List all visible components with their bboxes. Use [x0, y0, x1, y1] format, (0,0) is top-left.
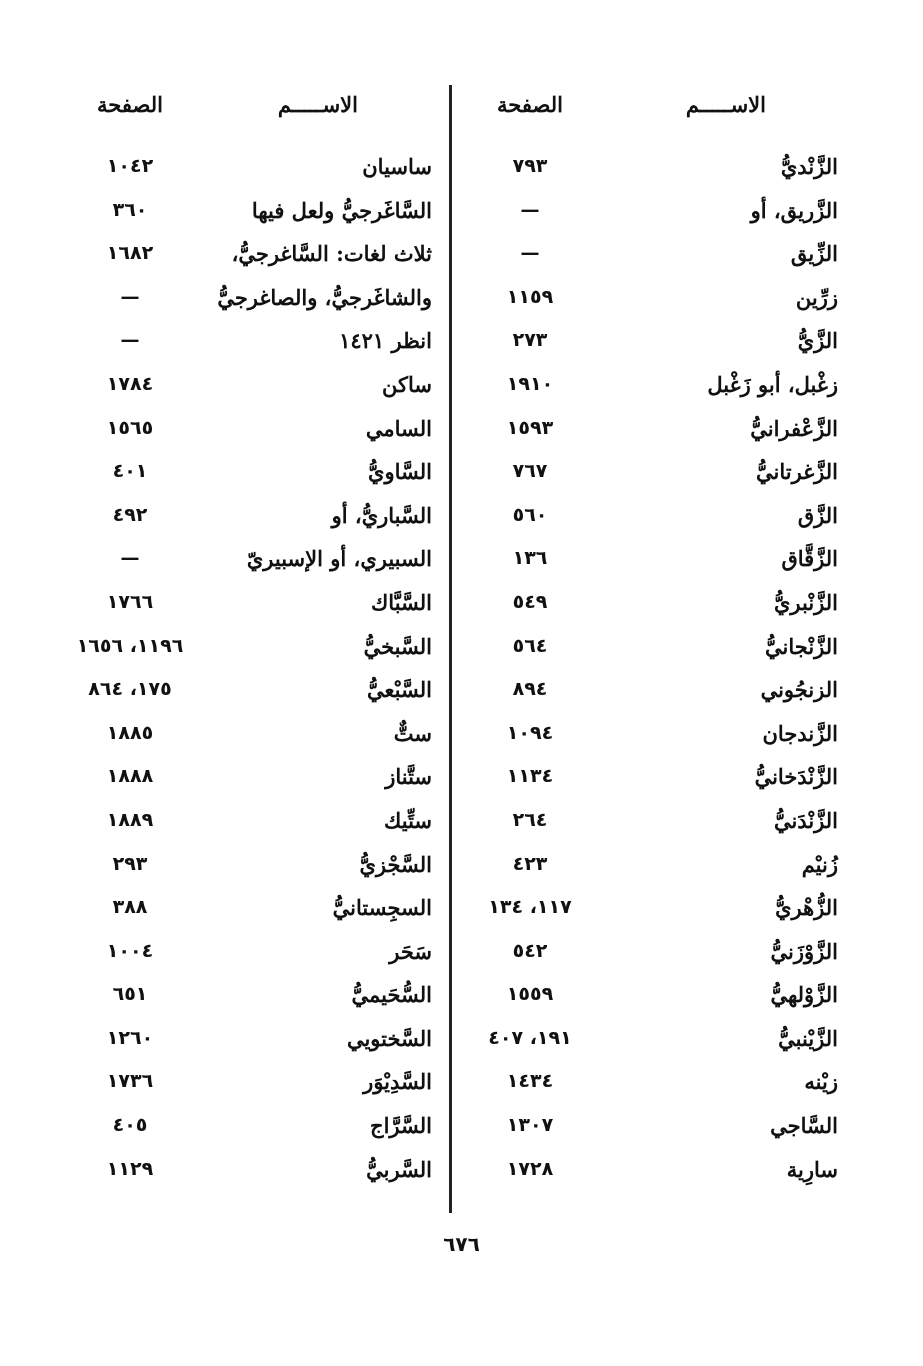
- index-entry: [70, 1017, 442, 1061]
- entry-name: السَّاغَرجيُّ ولعل فيها: [251, 197, 432, 223]
- entry-page: ٤٩٢: [112, 503, 148, 526]
- entry-page: ١٥٩٣: [506, 416, 554, 439]
- entry-page: —: [520, 242, 540, 265]
- column-divider: [449, 85, 452, 1213]
- index-entry: [470, 799, 850, 843]
- entry-name: السَّبَّاك: [370, 589, 432, 615]
- entry-page: ٥٦٠: [512, 503, 548, 526]
- entry-page: ٣٦٠: [112, 198, 148, 221]
- entry-page: ١٦٨٢: [106, 242, 154, 265]
- entry-name: زرِّين: [795, 284, 838, 310]
- index-entry: [470, 668, 850, 712]
- index-entry: [70, 450, 442, 494]
- entry-page: ٢٧٣: [512, 329, 548, 352]
- entry-page: ١٥٥٩: [506, 983, 554, 1006]
- index-entry: [70, 232, 442, 276]
- entry-name: ستِّيك: [384, 807, 432, 833]
- entry-name: الزَّقَّاق: [781, 546, 838, 572]
- entry-page: ٤٢٣: [512, 852, 548, 875]
- entry-name: السَّبْعيُّ: [367, 677, 432, 703]
- index-entry: [470, 363, 850, 407]
- entry-name: السَّجْزيُّ: [359, 851, 432, 877]
- entry-page: ١٧٢٨: [506, 1157, 554, 1180]
- index-entry: [70, 363, 442, 407]
- index-entry: [470, 145, 850, 189]
- index-entry: [70, 712, 442, 756]
- entry-page: ٥٦٤: [512, 634, 548, 657]
- name-header: الاســـــم: [277, 92, 358, 117]
- entry-page: ١٨٨٩: [106, 808, 154, 831]
- index-entry: [70, 973, 442, 1017]
- index-entry: [70, 494, 442, 538]
- entry-page: ١١٢٩: [106, 1157, 154, 1180]
- entry-page: ١٩١، ٤٠٧: [488, 1026, 572, 1049]
- entry-name: الزِّيق: [790, 241, 838, 267]
- entry-name: زغْبل، أبو زَغْبل: [707, 371, 838, 397]
- entry-name: الزَّريق، أو: [750, 197, 838, 223]
- entry-name: السَّباريُّ، أو: [331, 502, 432, 528]
- index-entry: [70, 145, 442, 189]
- right-column-header: [470, 80, 850, 145]
- entry-page: ٢٩٣: [112, 852, 148, 875]
- entry-name: الزَّق: [797, 502, 838, 528]
- right-column: [470, 80, 850, 1191]
- page-header: الصفحة: [497, 92, 563, 117]
- entry-name: السَّرَّاج: [370, 1113, 432, 1139]
- index-entry: [70, 537, 442, 581]
- page-number: ٦٧٦: [443, 1232, 480, 1256]
- index-entry: [70, 1148, 442, 1192]
- entry-name: الزَّغرتانيُّ: [756, 459, 838, 485]
- entry-page: ٨٩٤: [512, 678, 548, 701]
- entry-page: ٧٩٣: [512, 155, 548, 177]
- entry-name: والشاغَرجيُّ، والصاغرجيُّ: [217, 284, 432, 310]
- entry-name: الزَّنْدَنيُّ: [773, 807, 838, 833]
- entry-name: السَّبخيُّ: [363, 633, 432, 659]
- index-entry: [470, 886, 850, 930]
- index-entry: [470, 494, 850, 538]
- index-entry: [470, 407, 850, 451]
- entry-page: —: [120, 547, 140, 570]
- entry-page: ١٠٩٤: [506, 721, 554, 744]
- index-entry: [470, 930, 850, 974]
- index-entry: [470, 537, 850, 581]
- left-column: [70, 80, 442, 1191]
- entry-page: ١٤٣٤: [506, 1070, 554, 1093]
- entry-page: ١١٧، ١٣٤: [488, 896, 572, 919]
- entry-name: السَّختويي: [346, 1025, 432, 1051]
- entry-name: الزَّيْنبيُّ: [778, 1025, 838, 1051]
- entry-page: ١٧٥، ٨٦٤: [88, 678, 172, 701]
- index-entry: [470, 319, 850, 363]
- entry-name: السجِستانيُّ: [332, 895, 432, 921]
- index-entry: [470, 1017, 850, 1061]
- name-header: الاســـــم: [685, 92, 766, 117]
- index-entry: [470, 581, 850, 625]
- entry-name: ثلاث لغات: السَّاغرجيُّ،: [231, 241, 432, 267]
- entry-name: السَّربيُّ: [366, 1156, 432, 1182]
- entry-name: انظر ١٤٢١: [339, 328, 432, 354]
- entry-page: ١٨٨٥: [106, 721, 154, 744]
- entry-name: ساسيان: [362, 154, 432, 179]
- entry-page: ١٢٦٠: [106, 1026, 154, 1049]
- index-entry: [70, 581, 442, 625]
- index-entry: [70, 407, 442, 451]
- entry-page: ١٨٨٨: [106, 765, 154, 788]
- index-entry: [470, 276, 850, 320]
- entry-page: ١٧٨٤: [106, 372, 154, 395]
- entry-page: ١٩١٠: [506, 372, 554, 395]
- entry-name: الزُّهْريُّ: [775, 895, 838, 921]
- entry-page: ٥٤٩: [512, 590, 548, 613]
- entry-page: ٥٤٢: [512, 939, 548, 962]
- entry-name: الزَّيُّ: [797, 328, 838, 354]
- index-entry: [70, 625, 442, 669]
- index-entry: [470, 1060, 850, 1104]
- index-entry: [70, 276, 442, 320]
- index-entry: [470, 232, 850, 276]
- entry-name: زيْنه: [804, 1069, 838, 1095]
- entry-page: ٦٥١: [112, 983, 148, 1006]
- index-entry: [470, 625, 850, 669]
- entry-name: الزَّوْزَنيُّ: [770, 938, 838, 964]
- entry-page: ٧٦٧: [512, 460, 548, 483]
- entry-page: ١١٩٦، ١٦٥٦: [76, 634, 184, 657]
- entry-page: ١٠٤٢: [106, 155, 154, 177]
- entry-page: ١٧٦٦: [106, 590, 154, 613]
- entry-name: السَّاجي: [770, 1113, 838, 1139]
- index-entry: [70, 189, 442, 233]
- entry-name: الزَّعْفرانيُّ: [750, 415, 838, 441]
- entry-name: الزنجُوني: [760, 677, 838, 703]
- entry-page: ١١٣٤: [506, 765, 554, 788]
- entry-name: السَّدِيْوَر: [363, 1069, 432, 1095]
- index-entry: [70, 930, 442, 974]
- entry-name: ساكن: [382, 371, 432, 397]
- index-entry: [70, 1104, 442, 1148]
- index-entry: [70, 755, 442, 799]
- entry-page: —: [120, 285, 140, 308]
- entry-page: ٤٠٥: [112, 1114, 148, 1137]
- index-entry: [70, 1060, 442, 1104]
- entry-page: ١٧٣٦: [106, 1070, 154, 1093]
- entry-name: الزَّنْجانيُّ: [765, 633, 838, 659]
- index-entry: [70, 319, 442, 363]
- entry-page: —: [120, 329, 140, 352]
- entry-name: الزَّنْديُّ: [780, 154, 838, 179]
- index-entry: [470, 1148, 850, 1192]
- entry-page: ٣٨٨: [112, 896, 148, 919]
- entry-name: السبيري، أو الإسبيريّ: [246, 546, 432, 572]
- entry-name: السامي: [365, 415, 432, 441]
- index-entry: [70, 886, 442, 930]
- entry-name: الزَّندجان: [762, 720, 838, 746]
- entry-page: ١١٥٩: [506, 285, 554, 308]
- entry-page: ٤٠١: [112, 460, 148, 483]
- index-entry: [70, 843, 442, 887]
- entry-name: سارِية: [786, 1156, 838, 1182]
- index-entry: [470, 450, 850, 494]
- entry-page: ١٣٦: [512, 547, 548, 570]
- left-column-header: [70, 80, 442, 145]
- entry-name: ستَّناز: [385, 764, 432, 790]
- index-entry: [70, 799, 442, 843]
- entry-page: ٢٦٤: [512, 808, 548, 831]
- index-entry: [470, 755, 850, 799]
- index-entry: [470, 973, 850, 1017]
- entry-page: ١٥٦٥: [106, 416, 154, 439]
- index-entry: [470, 843, 850, 887]
- entry-name: السَّاويُّ: [368, 459, 432, 485]
- index-entry: [470, 189, 850, 233]
- entry-name: الزَّنْدَخانيُّ: [754, 764, 838, 790]
- page-header: الصفحة: [97, 92, 163, 117]
- entry-name: سَحَر: [389, 938, 432, 964]
- entry-name: الزَّنْبريُّ: [773, 589, 838, 615]
- entry-name: الزَّوْلهيُّ: [770, 982, 838, 1008]
- entry-name: السُّحَيميُّ: [351, 982, 432, 1008]
- entry-page: ١٣٠٧: [506, 1114, 554, 1137]
- entry-page: ١٠٠٤: [106, 939, 154, 962]
- entry-name: زُنيْم: [801, 851, 838, 877]
- entry-page: —: [520, 198, 540, 221]
- index-entry: [470, 1104, 850, 1148]
- index-entry: [70, 668, 442, 712]
- entry-name: ستٌّ: [393, 720, 432, 746]
- index-entry: [470, 712, 850, 756]
